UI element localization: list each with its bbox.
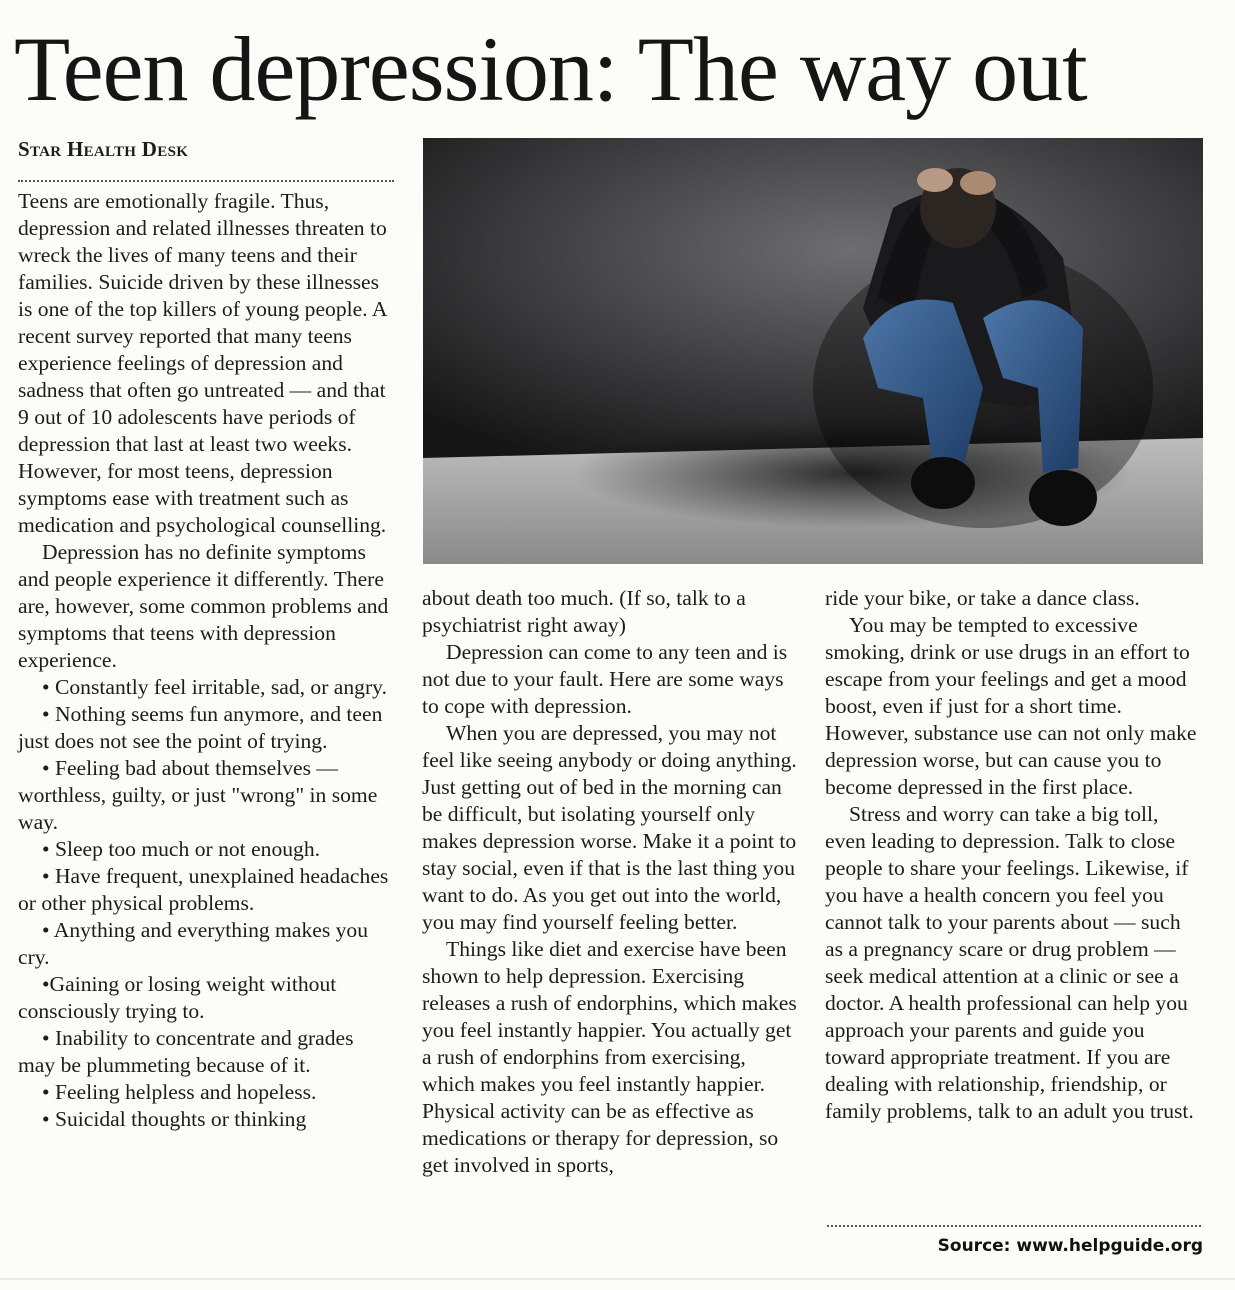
- column-2-paragraph: When you are depressed, you may not feel like seeing anybody or doing anything. Just getting out of bed in the morning can be difficult, but isolating yourself only makes depression worse. Make it a point to stay social, even if that is the last thing you want to do. As you get out into the world, you may find yourself feeling better.: [422, 721, 797, 934]
- article-column-1: [18, 188, 396, 1133]
- column-1-paragraph: • Sleep too much or not enough.: [42, 837, 321, 861]
- article-column-2: [422, 585, 802, 1179]
- depressed-teen-photo: [423, 138, 1203, 564]
- column-3-paragraph: You may be tempted to excessive smoking, drink or use drugs in an effort to escape from your feelings and get a mood boost, even if just for a short time. However, substance use can not only make depression worse, but can cause you to become depressed in the first place.: [825, 613, 1197, 799]
- column-1-paragraph: • Have frequent, unexplained headaches or other physical problems.: [18, 864, 389, 915]
- column-3-paragraph: Stress and worry can take a big toll, even leading to depression. Talk to close people to share your feelings. Likewise, if you have a health concern you feel you cannot talk to your parents about — such as a pregnancy scare or drug problem — seek medical attention at a clinic or see a doctor. A health professional can help you approach your parents and guide you toward appropriate treatment. If you are dealing with relationship, friendship, or family problems, talk to an adult you trust.: [825, 802, 1194, 1123]
- headline: Teen depression: The way out: [14, 18, 1087, 120]
- column-1-paragraph: • Suicidal thoughts or thinking: [42, 1107, 307, 1131]
- column-1-paragraph: Teens are emotionally fragile. Thus, depression and related illnesses threaten to wreck the lives of many teens and their families. Suicide driven by these illnesses is one of the top killers of young people. A recent survey reported that many teens experience feelings of depression and sadness that often go untreated — and that 9 out of 10 adolescents have periods of depression that last at least two weeks. However, for most teens, depression symptoms ease with treatment such as medication and psychological counselling.: [18, 189, 387, 537]
- source-divider: [827, 1225, 1201, 1227]
- column-1-paragraph: • Constantly feel irritable, sad, or angry.: [42, 675, 387, 699]
- page-bottom-border: [0, 1278, 1235, 1280]
- article-column-3: [825, 585, 1203, 1125]
- column-3-paragraph: ride your bike, or take a dance class.: [825, 586, 1140, 610]
- byline: Star Health Desk: [18, 137, 189, 161]
- column-1-paragraph: •Gaining or losing weight without consciously trying to.: [18, 972, 337, 1023]
- column-1-paragraph: Depression has no definite symptoms and people experience it differently. There are, however, some common problems and symptoms that teens with depression experience.: [18, 540, 389, 672]
- column-2-paragraph: Depression can come to any teen and is not due to your fault. Here are some ways to cope with depression.: [422, 640, 788, 718]
- column-2-paragraph: Things like diet and exercise have been shown to help depression. Exercising releases a rush of endorphins, which makes you feel instantly happier. You actually get a rush of endorphins from exercising, which makes you feel instantly happier. Physical activity can be as effective as medications or therapy for depression, so get involved in sports,: [422, 937, 797, 1177]
- column-1-paragraph: • Feeling helpless and hopeless.: [42, 1080, 317, 1104]
- column-2-paragraph: about death too much. (If so, talk to a psychiatrist right away): [422, 586, 746, 637]
- column-1-paragraph: • Anything and everything makes you cry.: [18, 918, 369, 969]
- column-1-paragraph: • Inability to concentrate and grades may be plummeting because of it.: [18, 1026, 354, 1077]
- byline-divider: [18, 180, 394, 182]
- column-1-paragraph: • Feeling bad about themselves — worthless, guilty, or just "wrong" in some way.: [18, 756, 378, 834]
- column-1-paragraph: • Nothing seems fun anymore, and teen just does not see the point of trying.: [18, 702, 383, 753]
- source-credit: Source: www.helpguide.org: [937, 1236, 1203, 1256]
